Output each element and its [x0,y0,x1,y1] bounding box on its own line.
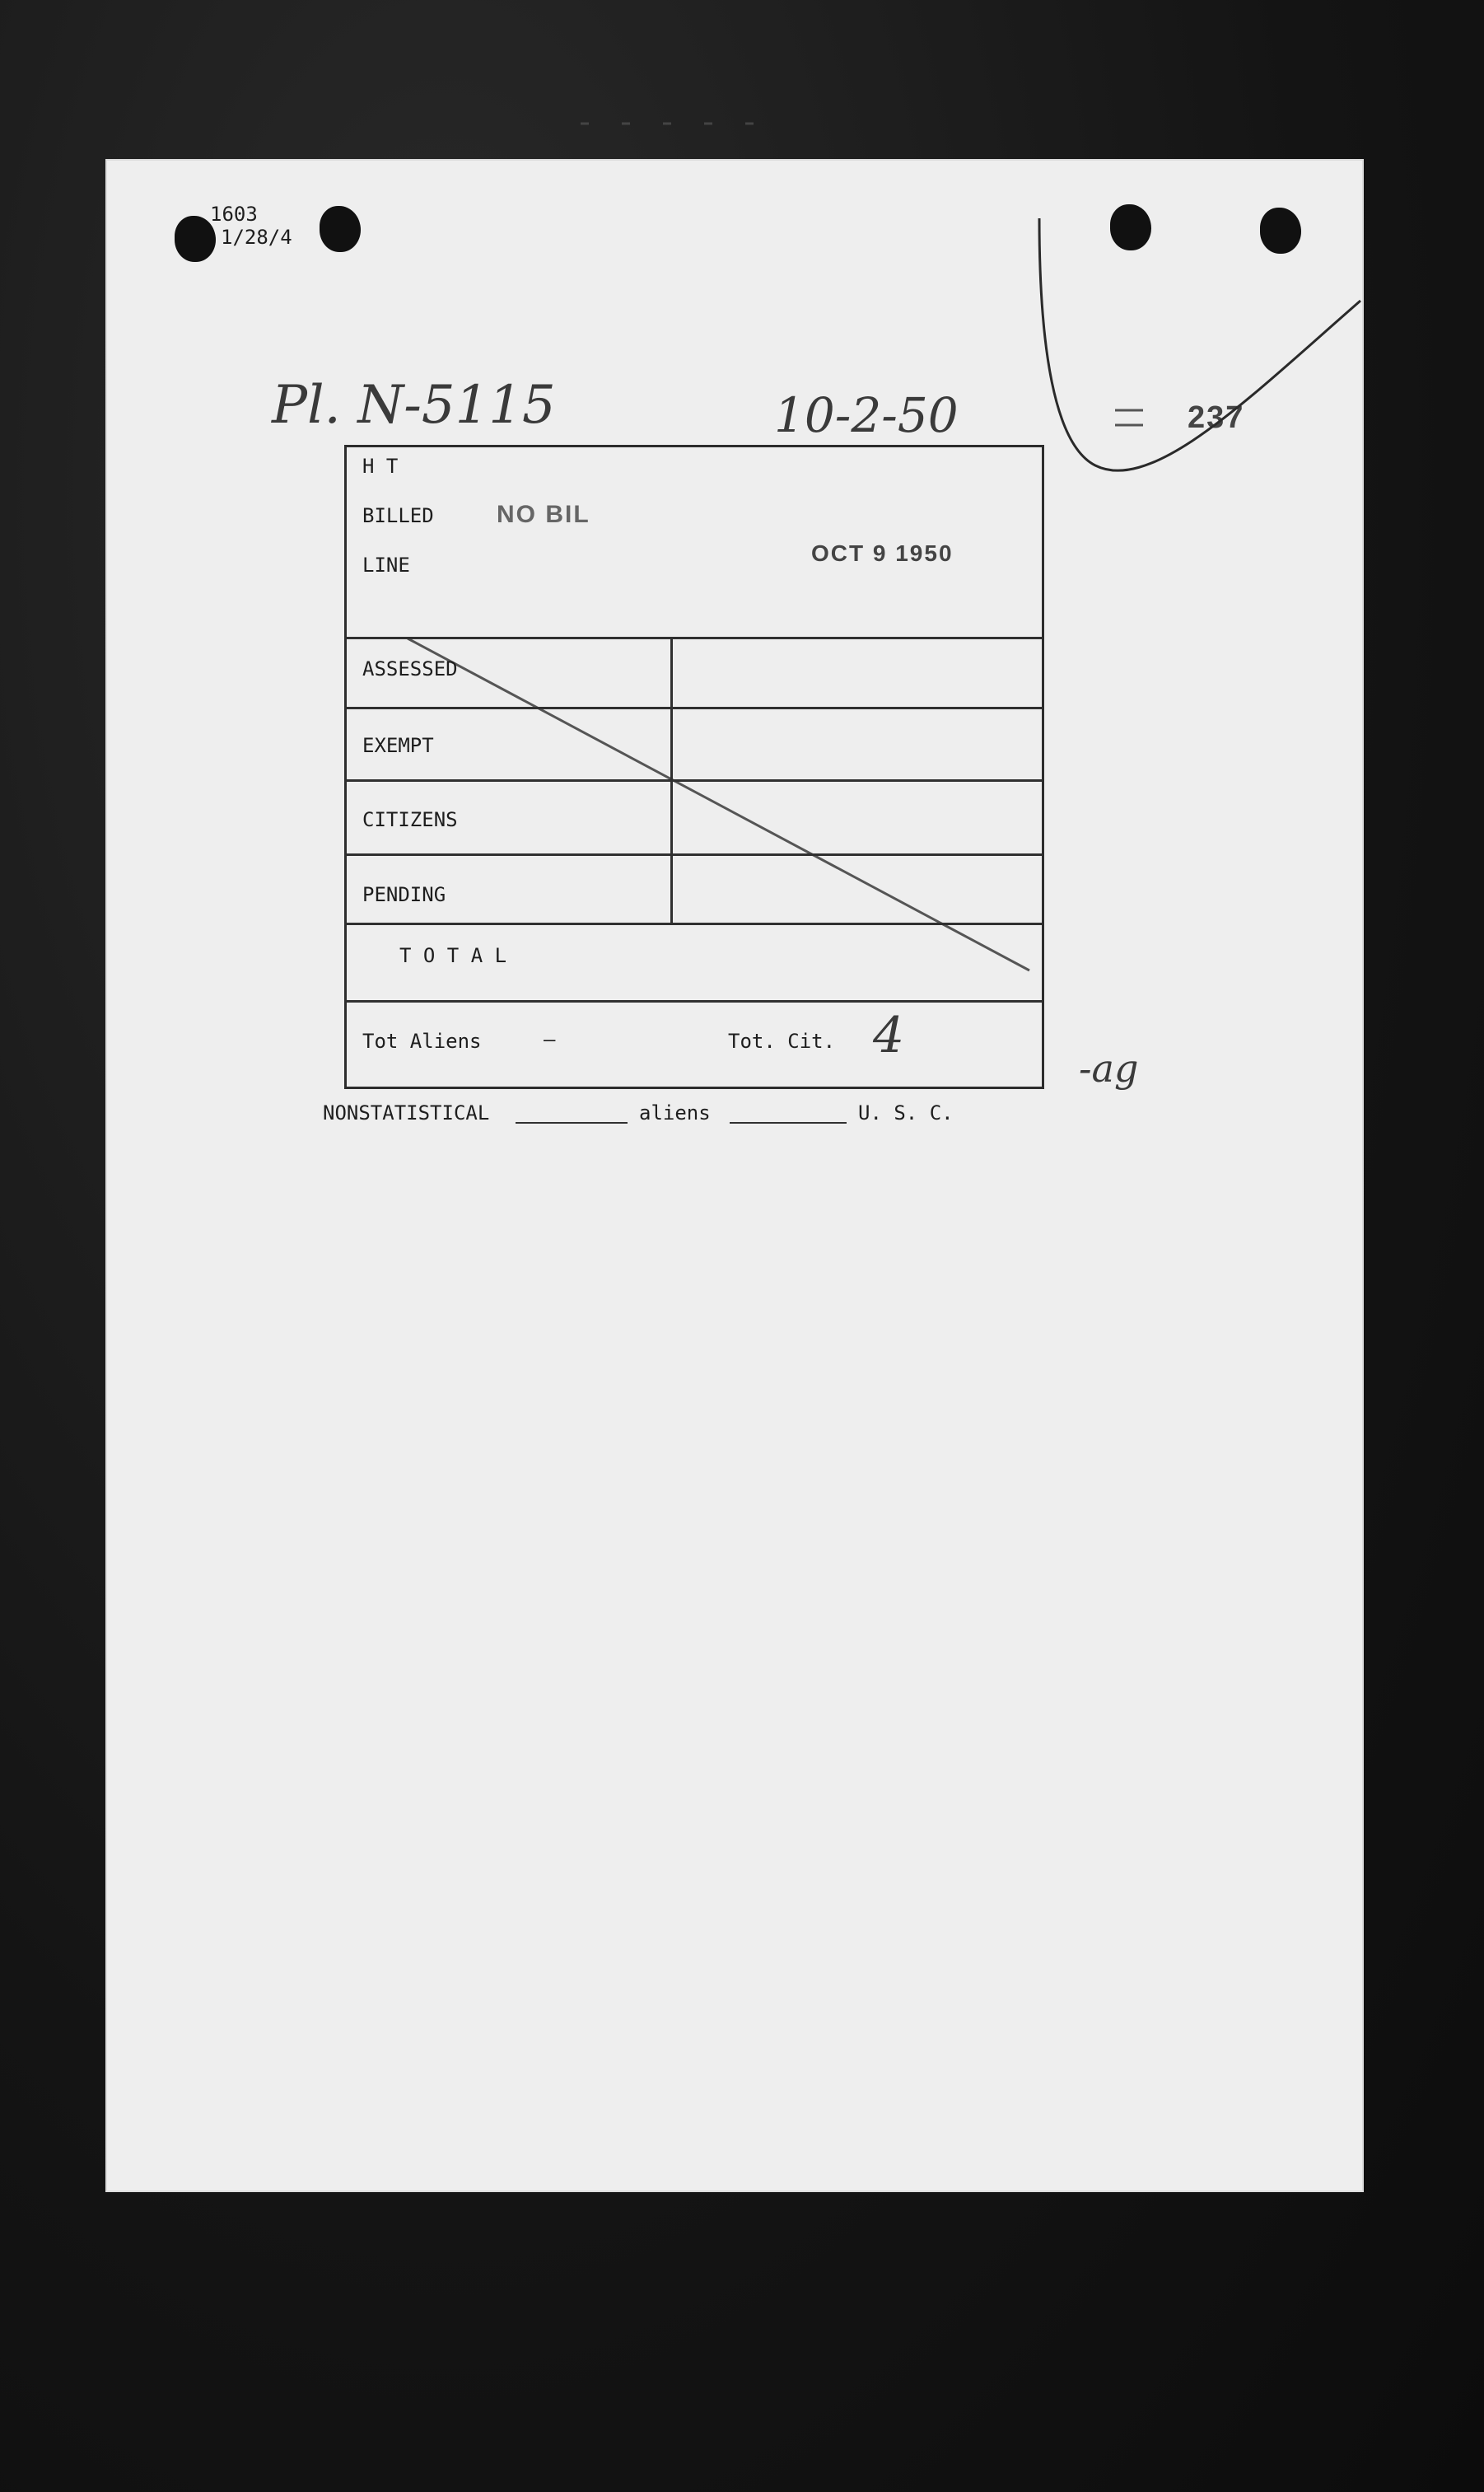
form-revision: 1/28/4 [221,226,292,249]
grid-line [344,637,1042,639]
handwritten-file-ref: Pl. N-5115 [272,375,556,436]
row-label-line: LINE [362,554,410,577]
handwritten-initials: -ag [1079,1046,1139,1091]
grid-line [344,853,1042,856]
row-label-ht: H T [362,455,399,478]
blank-underline [516,1122,628,1124]
tot-aliens-value: — [544,1028,556,1051]
tot-cit-value: 4 [873,1007,905,1064]
date-stamp: OCT 9 1950 [811,540,954,566]
tot-aliens-label: Tot Aliens [362,1030,482,1053]
row-label-pending: PENDING [362,883,446,906]
tot-cit-label: Tot. Cit. [728,1030,836,1053]
row-label-assessed: ASSESSED [362,657,458,680]
row-label-exempt: EXEMPT [362,734,434,757]
row-label-citizens: CITIZENS [362,808,458,831]
handwritten-date: 10-2-50 [774,387,959,443]
grid-line [344,707,1042,709]
grid-divider [670,637,673,923]
grid-line [344,923,1042,925]
aliens-label: aliens [639,1101,711,1124]
total-label: T O T A L [399,944,507,967]
usc-label: U. S. C. [858,1101,954,1124]
page-number-stamp: 237 [1188,400,1245,435]
billed-stamp: NO BIL [497,501,590,528]
blank-underline [730,1122,847,1124]
row-label-billed: BILLED [362,504,434,527]
grid-line [344,1000,1042,1003]
form-number: 1603 [210,203,258,226]
nonstatistical-label: NONSTATISTICAL [323,1101,490,1124]
grid-line [344,779,1042,782]
